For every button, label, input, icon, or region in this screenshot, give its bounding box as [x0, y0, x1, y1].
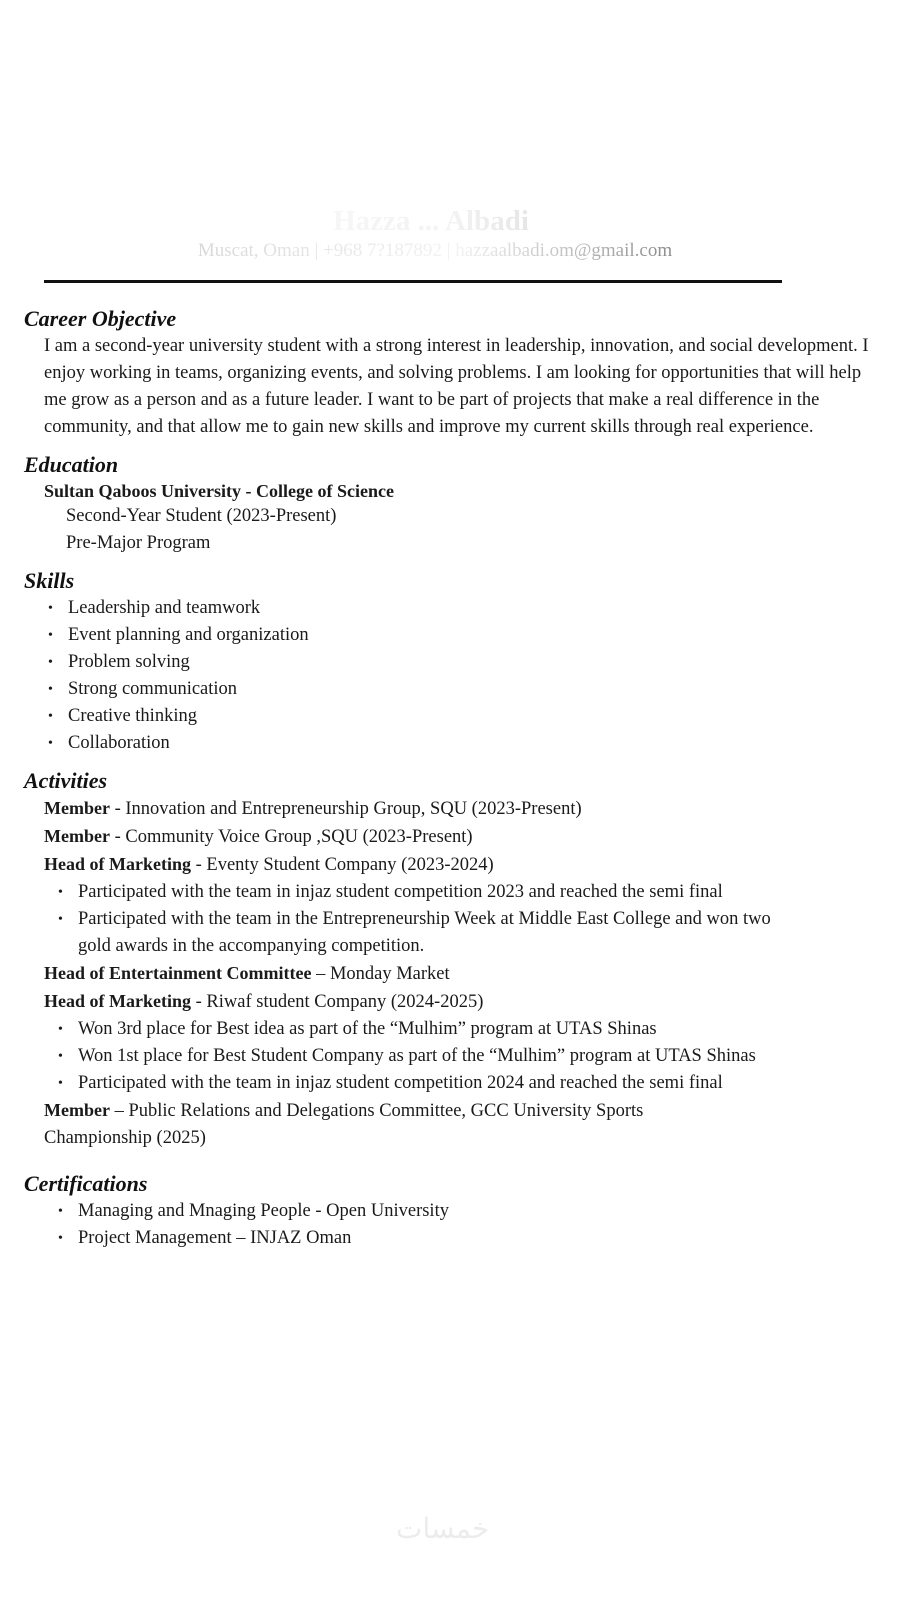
header-divider — [44, 280, 782, 283]
activity-entry — [24, 851, 894, 879]
activity-entry — [24, 823, 894, 851]
section-education — [24, 451, 894, 557]
separator: – — [311, 964, 330, 984]
school-name: Sultan Qaboos University - College of Science — [44, 481, 394, 501]
list-item: • Collaboration — [24, 730, 894, 757]
separator: - — [109, 827, 126, 847]
list-item: • Participated with the team in injaz student competition 2024 and reached the semi final — [24, 1070, 788, 1097]
section-skills — [24, 567, 894, 757]
list-item: • Project Management – INJAZ Oman — [24, 1225, 788, 1252]
separator: - — [190, 855, 207, 875]
certifications-list — [24, 1198, 894, 1252]
activity-org: Public Relations and Delegations Committee, GCC University Sports Championship (2025) — [44, 1101, 644, 1148]
list-item: • Creative thinking — [24, 703, 894, 730]
section-title: Certifications — [24, 1171, 148, 1196]
list-item: • Problem solving — [24, 649, 894, 676]
list-item: • Strong communication — [24, 676, 894, 703]
section-title: Skills — [24, 568, 75, 593]
skills-list — [24, 595, 894, 757]
activity-org: Eventy Student Company (2023-2024) — [206, 855, 494, 875]
section-activities — [24, 767, 894, 1152]
activity-entry — [24, 795, 894, 823]
list-item: • Managing and Mnaging People - Open University — [24, 1198, 788, 1225]
activity-entry — [24, 1097, 744, 1152]
resume-body — [24, 305, 894, 1252]
activity-entry — [24, 960, 894, 988]
activity-role: Member — [44, 798, 110, 818]
activity-org: Riwaf student Company (2024-2025) — [206, 992, 484, 1012]
separator: - — [190, 992, 207, 1012]
activity-achievements — [24, 1016, 894, 1097]
education-detail: Second-Year Student (2023-Present) — [66, 506, 337, 526]
list-item: • Won 3rd place for Best idea as part of the “Mulhim” program at UTAS Shinas — [24, 1016, 788, 1043]
list-item: • Participated with the team in injaz student competition 2023 and reached the semi final — [24, 879, 788, 906]
separator: – — [109, 1101, 129, 1121]
section-title: Activities — [24, 768, 108, 793]
activity-org: Community Voice Group ,SQU (2023-Present) — [125, 827, 473, 847]
activity-role: Head of Entertainment Committee — [44, 963, 312, 983]
activity-role: Head of Marketing — [44, 854, 191, 874]
resume-header — [0, 203, 920, 263]
separator: - — [109, 799, 126, 819]
activity-achievements — [24, 879, 894, 960]
activity-entry — [24, 988, 894, 1016]
section-title: Career Objective — [24, 306, 177, 331]
activity-role: Member — [44, 826, 110, 846]
list-item: • Event planning and organization — [24, 622, 894, 649]
list-item: • Leadership and teamwork — [24, 595, 894, 622]
section-certifications — [24, 1170, 894, 1252]
candidate-name: Hazza ... Albadi — [333, 205, 529, 237]
activity-role: Member — [44, 1100, 110, 1120]
list-item: • Won 1st place for Best Student Company as part of the “Mulhim” program at UTAS Shinas — [24, 1043, 788, 1070]
objective-text: I am a second-year university student with a strong interest in leadership, innovation, and social development. I enjoy working in teams, organizing events, and solving problems. I am looking for opportunities that will help me grow as a person and as a future leader. I want to be part of projects that make a real difference in the community, and that allow me to gain new skills and improve my current skills through real experience. — [44, 336, 869, 437]
activity-role: Head of Marketing — [44, 991, 191, 1011]
list-item: • Participated with the team in the Entrepreneurship Week at Middle East College and won two gold awards in the accompanying competition. — [24, 906, 788, 960]
section-title: Education — [24, 452, 119, 477]
education-detail: Pre-Major Program — [66, 533, 211, 553]
section-career-objective — [24, 305, 894, 441]
contact-line: Muscat, Oman | +968 7?187892 | hazzaalbadi.om@gmail.com — [197, 240, 673, 261]
activity-org: Innovation and Entrepreneurship Group, SQU (2023-Present) — [125, 799, 582, 819]
activity-org: Monday Market — [329, 964, 450, 984]
watermark-logo: خمسات — [396, 1512, 490, 1545]
